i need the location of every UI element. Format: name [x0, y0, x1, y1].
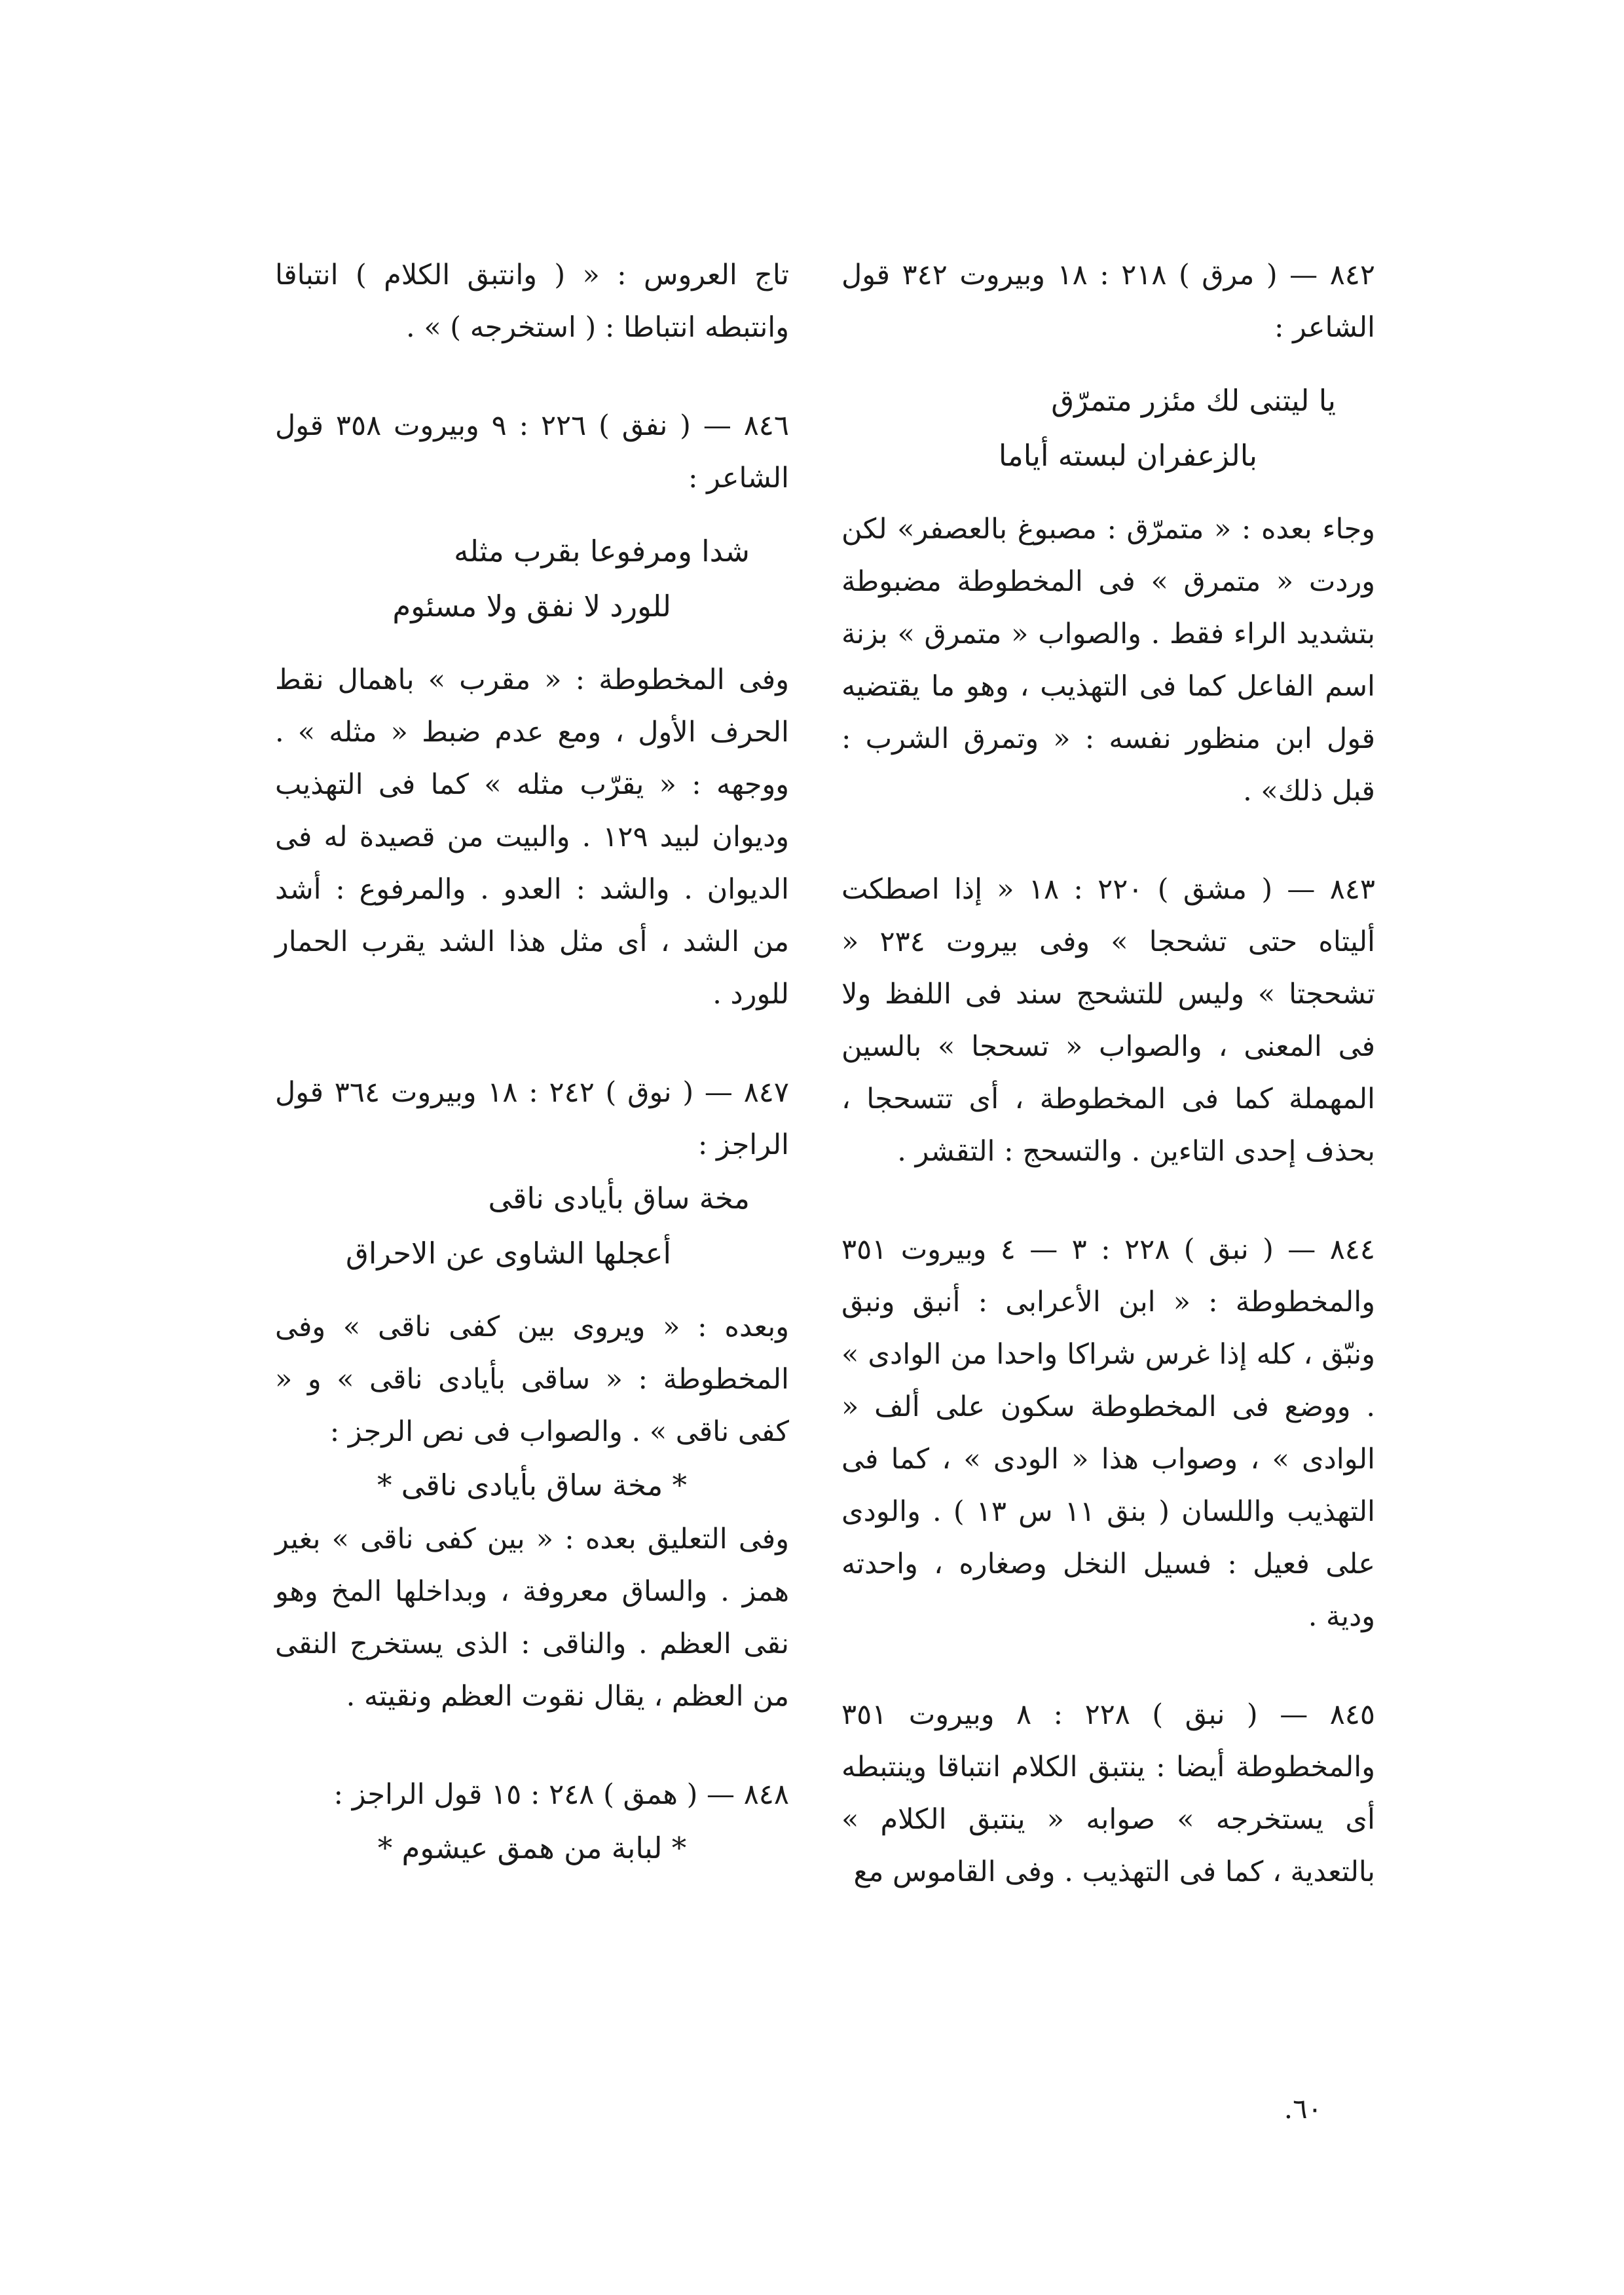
- entry-commentary: وبعده : « ويروى بين كفى ناقى » وفى المخطوطة : « ساقى بأيادى ناقى » و « كفى ناقى » . والصواب فى نص الرجز :: [275, 1311, 789, 1448]
- verse-line: شدا ومرفوعا بقرب مثله: [454, 534, 750, 569]
- entry-842: [841, 249, 1375, 817]
- page-number: ٦٠.: [1283, 2093, 1323, 2125]
- verse-line: يا ليتنى لك مئزر متمرّق: [1051, 383, 1336, 418]
- entry-844: [841, 1223, 1375, 1643]
- entry-text: ٨٤٥ — ( نبق ) ٢٢٨ : ٨ وبيروت ٣٥١ والمخطوطة أيضا : ينتبق الكلام انتباقا وينتبطه أى يستخرجه » صوابه « ينتبق الكلام » بالتعدية ، كما فى التهذيب . وفى القاموس مع: [841, 1698, 1375, 1888]
- left-column: [275, 249, 789, 1922]
- quoted-verse: * لبابة من همق عيشوم *: [377, 1831, 687, 1865]
- entry-heading: ٨٤٦ — ( نفق ) ٢٢٦ : ٩ وبيروت ٣٥٨ قول الشاعر :: [275, 409, 789, 494]
- entry-text: ٨٤٤ — ( نبق ) ٢٢٨ : ٣ — ٤ وبيروت ٣٥١ والمخطوطة : « ابن الأعرابى : أنبق ونبق ونبّق ، كله إذا غرس شراكا واحدا من الوادى » . ووضع فى المخطوطة سكون على ألف « الوادى » ، وصواب هذا « الودى » ، كما فى التهذيب واللسان ( بنق ١١ س ١٣ ) . والودى على فعيل : فسيل النخل وصغاره ، واحدته ودية .: [841, 1233, 1376, 1633]
- entry-commentary: وجاء بعده : « متمرّق : مصبوغ بالعصفر» لكن وردت « متمرق » فى المخطوطة مضبوطة بتشديد الراء فقط . والصواب « متمرق » بزنة اسم الفاعل كما فى التهذيب ، وهو ما يقتضيه قول ابن منظور نفسه : « وتمرق الشرب : قبل ذلك» .: [841, 513, 1375, 808]
- verse-line: للورد لا نفق ولا مسئوم: [392, 589, 671, 624]
- entry-text: تاج العروس : « ( وانتبق الكلام ) انتباقا وانتبطه انتباطا : ( استخرجه ) » .: [275, 259, 789, 344]
- entry-commentary: وفى المخطوطة : « مقرب » باهمال نقط الحرف الأول ، ومع عدم ضبط « مثله » . ووجهه : « يقرّب مثله » كما فى التهذيب وديوان لبيد ١٢٩ . والبيت من قصيدة له فى الديوان . والشد : العدو . والمرفوع : أشد من الشد ، أى مثل هذا الشد يقرب الحمار للورد .: [275, 663, 789, 1011]
- entry-846: [275, 400, 789, 1020]
- entry-text: ٨٤٣ — ( مشق ) ٢٢٠ : ١٨ « إذا اصطكت أليتاه حتى تشحجا » وفى بيروت ٢٣٤ « تشحجتا » وليس للتشحج سند فى اللفظ ولا فى المعنى ، والصواب « تسحجا » بالسين المهملة كما فى المخطوطة ، أى تتسحجا ، بحذف إحدى التاءين . والتسحج : التقشر .: [841, 873, 1375, 1168]
- verse-line: أعجلها الشاوى عن الاحراق: [345, 1236, 671, 1271]
- entry-heading: ٨٤٨ — ( همق ) ٢٤٨ : ١٥ قول الراجز :: [333, 1778, 789, 1811]
- right-column: [841, 249, 1375, 1944]
- quoted-verse: * مخة ساق بأيادى ناقى *: [377, 1468, 688, 1502]
- entry-commentary: وفى التعليق بعده : « بين كفى ناقى » بغير همز . والساق معروفة ، وبداخلها المخ وهو نقى العظم . والناقى : الذى يستخرج النقى من العظم ، يقال نقوت العظم ونقيته .: [275, 1523, 789, 1713]
- entry-845-continued: [275, 249, 789, 354]
- entry-heading: ٨٤٧ — ( نوق ) ٢٤٢ : ١٨ وبيروت ٣٦٤ قول الراجز :: [275, 1076, 789, 1161]
- entry-847: [275, 1066, 789, 1723]
- verse-line: مخة ساق بأيادى ناقى: [488, 1181, 750, 1216]
- entry-heading: ٨٤٢ — ( مرق ) ٢١٨ : ١٨ وبيروت ٣٤٢ قول الشاعر :: [841, 259, 1375, 344]
- entry-848: [275, 1768, 789, 1876]
- entry-845: [841, 1689, 1375, 1898]
- entry-843: [841, 863, 1375, 1178]
- verse-line: بالزعفران لبسته أياما: [998, 438, 1257, 473]
